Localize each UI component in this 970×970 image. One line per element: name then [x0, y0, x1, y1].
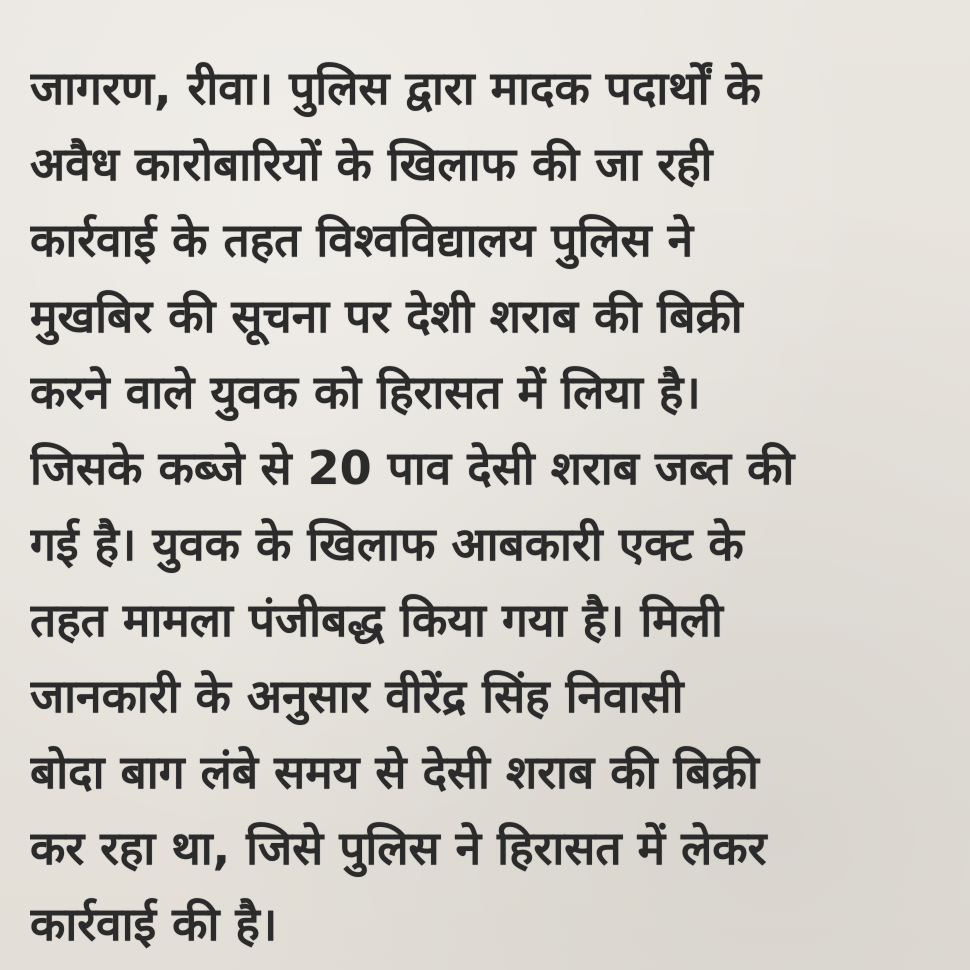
- article-line-6: जिसके कब्जे से 20 पाव देसी शराब जब्त की: [30, 441, 795, 495]
- article-line-4: मुखबिर की सूचना पर देशी शराब की बिक्री: [30, 289, 743, 343]
- article-line-10: बोदा बाग लंबे समय से देसी शराब की बिक्री: [30, 745, 759, 799]
- article-line-2: अवैध कारोबारियों के खिलाफ की जा रही: [30, 137, 713, 191]
- article-line-9: जानकारी के अनुसार वीरेंद्र सिंह निवासी: [30, 669, 684, 723]
- article-line-1: जागरण, रीवा। पुलिस द्वारा मादक पदार्थों के: [30, 61, 761, 115]
- article-line-8: तहत मामला पंजीबद्ध किया गया है। मिली: [30, 593, 723, 647]
- article-line-12: कार्रवाई की है।: [30, 897, 278, 951]
- article-line-7: गई है। युवक के खिलाफ आबकारी एक्ट के: [30, 517, 744, 571]
- headline-fragment: [0, 0, 970, 24]
- article-body: [30, 50, 950, 962]
- article-line-11: कर रहा था, जिसे पुलिस ने हिरासत में लेकर: [30, 821, 767, 875]
- article-line-3: कार्रवाई के तहत विश्वविद्यालय पुलिस ने: [30, 213, 694, 267]
- article-line-5: करने वाले युवक को हिरासत में लिया है।: [30, 365, 701, 419]
